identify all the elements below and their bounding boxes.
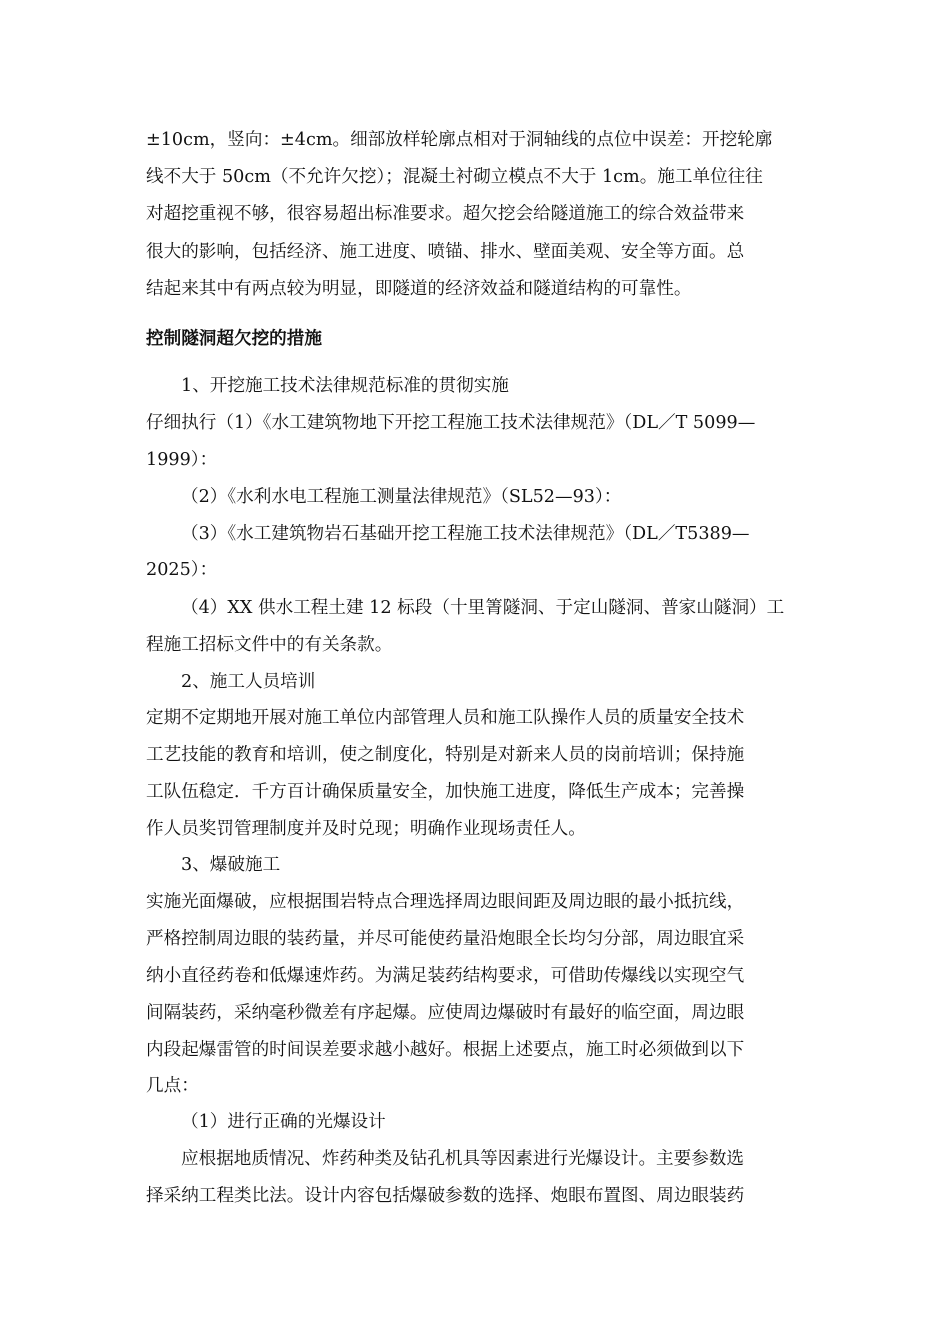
body-line: 几点：	[146, 1076, 199, 1096]
body-line: （2）《水利水电工程施工测量法律规范》（SL52—93）：	[181, 487, 622, 507]
body-line: 择采纳工程类比法。设计内容包括爆破参数的选择、炮眼布置图、周边眼装药	[146, 1186, 745, 1206]
body-line: 应根据地质情况、炸药种类及钻孔机具等因素进行光爆设计。主要参数选	[181, 1149, 745, 1169]
body-line: 实施光面爆破，应根据围岩特点合理选择周边眼间距及周边眼的最小抵抗线，	[146, 892, 745, 912]
subsection-heading: 1、开挖施工技术法律规范标准的贯彻实施	[181, 376, 509, 396]
body-line: 很大的影响，包括经济、施工进度、喷锚、排水、壁面美观、安全等方面。总	[146, 242, 745, 262]
body-line: 2025）：	[146, 560, 218, 580]
section-heading: 控制隧洞超欠挖的措施	[146, 329, 322, 349]
body-line: 内段起爆雷管的时间误差要求越小越好。根据上述要点，施工时必须做到以下	[146, 1040, 745, 1060]
body-line: 线不大于 50cm（不允许欠挖）；混凝土衬砌立模点不大于 1cm。施工单位往往	[146, 167, 763, 187]
body-line: 作人员奖罚管理制度并及时兑现；明确作业现场责任人。	[146, 819, 586, 839]
body-line: 对超挖重视不够，很容易超出标准要求。超欠挖会给隧道施工的综合效益带来	[146, 204, 745, 224]
body-line: 严格控制周边眼的装药量，并尽可能使药量沿炮眼全长均匀分部，周边眼宜采	[146, 929, 745, 949]
body-line: ±10cm，竖向：±4cm。细部放样轮廓点相对于洞轴线的点位中误差：开挖轮廓	[146, 130, 773, 150]
body-line: 工艺技能的教育和培训，使之制度化，特别是对新来人员的岗前培训；保持施	[146, 745, 745, 765]
body-line: 间隔装药，采纳毫秒微差有序起爆。应使周边爆破时有最好的临空面，周边眼	[146, 1003, 745, 1023]
body-line: 纳小直径药卷和低爆速炸药。为满足装药结构要求，可借助传爆线以实现空气	[146, 966, 745, 986]
body-line: 程施工招标文件中的有关条款。	[146, 635, 393, 655]
body-line: 定期不定期地开展对施工单位内部管理人员和施工队操作人员的质量安全技术	[146, 708, 745, 728]
body-line: 仔细执行（1）《水工建筑物地下开挖工程施工技术法律规范》（DL／T 5099—	[146, 413, 756, 433]
subsection-heading: （1）进行正确的光爆设计	[181, 1112, 386, 1132]
body-line: 结起来其中有两点较为明显，即隧道的经济效益和隧道结构的可靠性。	[146, 279, 692, 299]
body-line: 1999）：	[146, 450, 218, 470]
body-line: （4）XX 供水工程土建 12 标段（十里箐隧洞、于定山隧洞、普家山隧洞）工	[181, 598, 785, 618]
body-line: （3）《水工建筑物岩石基础开挖工程施工技术法律规范》（DL／T5389—	[181, 524, 750, 544]
subsection-heading: 2、施工人员培训	[181, 672, 316, 692]
subsection-heading: 3、爆破施工	[181, 855, 281, 875]
body-line: 工队伍稳定．千方百计确保质量安全，加快施工进度，降低生产成本；完善操	[146, 782, 745, 802]
